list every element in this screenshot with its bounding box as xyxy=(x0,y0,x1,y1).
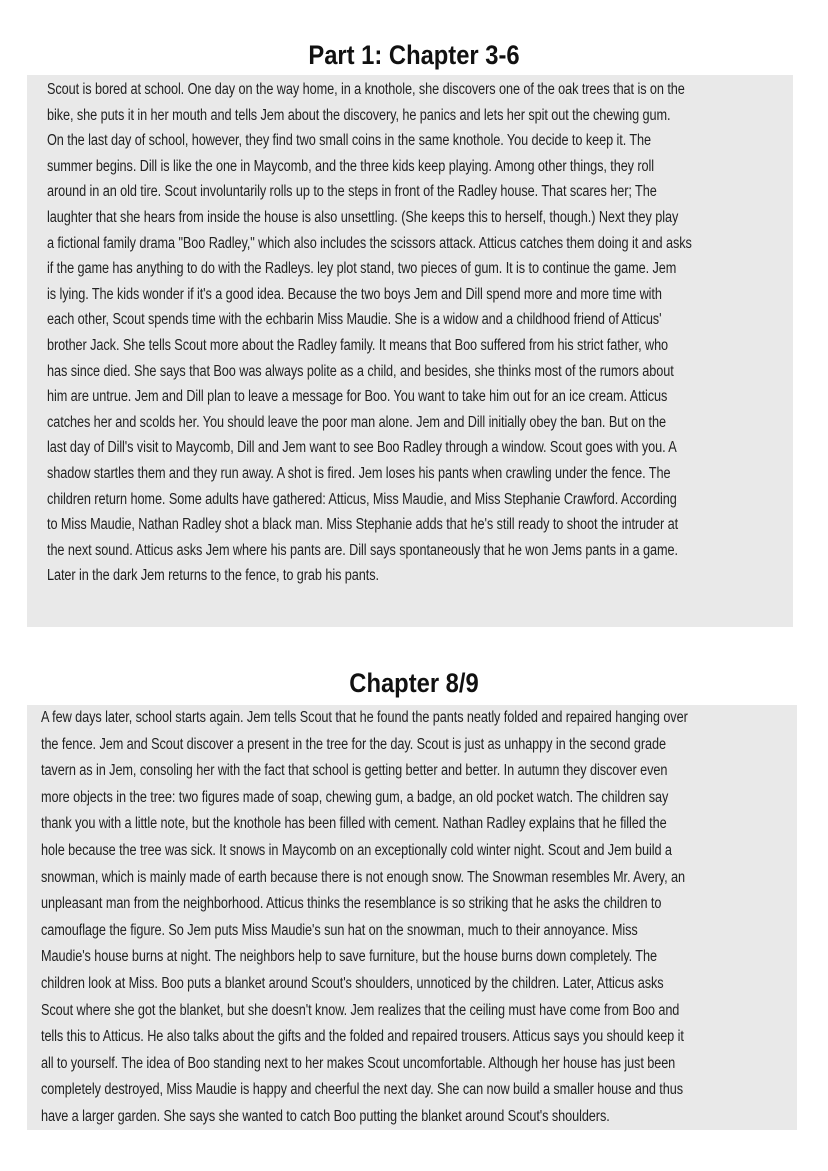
summary-box-part1 xyxy=(27,75,793,627)
paragraph-line: children return home. Some adults have gathered: Atticus, Miss Maudie, and Miss Stephanie Crawford. According xyxy=(47,490,677,508)
paragraph-line: a fictional family drama "Boo Radley," which also includes the scissors attack. Atticus catches them doing it and asks xyxy=(47,234,692,252)
paragraph-line: Scout where she got the blanket, but she doesn't know. Jem realizes that the ceiling must have come from Boo and xyxy=(41,1001,680,1019)
paragraph-line: Maudie's house burns at night. The neighbors help to save furniture, but the house burns down completely. The xyxy=(41,948,657,966)
paragraph-line: him are untrue. Jem and Dill plan to leave a message for Boo. You want to take him out for an ice cream. Atticus xyxy=(47,388,668,406)
paragraph-line: around in an old tire. Scout involuntarily rolls up to the steps in front of the Radley house. That scares her; The xyxy=(47,183,657,201)
section-title-chapter-8-9: Chapter 8/9 xyxy=(349,668,479,698)
paragraph-line: thank you with a little note, but the knothole has been filled with cement. Nathan Radley explains that he filled the xyxy=(41,815,667,833)
paragraph-line: children look at Miss. Boo puts a blanket around Scout's shoulders, unnoticed by the children. Later, Atticus asks xyxy=(41,975,664,992)
paragraph-line: have a larger garden. She says she wanted to catch Boo putting the blanket around Scout's shoulders. xyxy=(41,1108,610,1125)
section-title-part1: Part 1: Chapter 3-6 xyxy=(308,40,520,70)
paragraph-line: to Miss Maudie, Nathan Radley shot a black man. Miss Stephanie adds that he's still ready to shoot the intruder at xyxy=(47,516,679,534)
summary-box-chapter-8-9 xyxy=(27,705,797,1130)
paragraph-line: hole because the tree was sick. It snows in Maycomb on an exceptionally cold winter night. Scout and Jem build a xyxy=(41,842,672,859)
paragraph-line: tells this to Atticus. He also talks about the gifts and the folded and repaired trousers. Atticus says you should keep it xyxy=(41,1028,684,1046)
paragraph-line: Later in the dark Jem returns to the fence, to grab his pants. xyxy=(47,567,379,585)
paragraph-line: laughter that she hears from inside the house is also unsettling. (She keeps this to herself, though.) Next they play xyxy=(47,209,679,226)
paragraph-line: snowman, which is mainly made of earth because there is not enough snow. The Snowman resembles Mr. Avery, an xyxy=(41,868,685,886)
paragraph-line: A few days later, school starts again. Jem tells Scout that he found the pants neatly folded and repaired hanging over xyxy=(41,709,688,726)
paragraph-line: catches her and scolds her. You should leave the poor man alone. Jem and Dill initially obey the ban. But on the xyxy=(47,413,666,431)
paragraph-line: unpleasant man from the neighborhood. Atticus thinks the resemblance is so striking that he asks the children to xyxy=(41,895,662,913)
paragraph-line: has since died. She says that Boo was always polite as a child, and besides, she thinks most of the rumors about xyxy=(47,362,674,380)
paragraph-line: all to yourself. The idea of Boo standing next to her makes Scout uncomfortable. Although her house has just been xyxy=(41,1054,676,1072)
paragraph-line: camouflage the figure. So Jem puts Miss Maudie's sun hat on the snowman, much to their annoyance. Miss xyxy=(41,921,638,939)
paragraph-line: the next sound. Atticus asks Jem where his pants are. Dill says spontaneously that he won Jems pants in a game. xyxy=(47,541,678,559)
paragraph-line: last day of Dill's visit to Maycomb, Dill and Jem want to see Boo Radley through a window. Scout goes with you. A xyxy=(47,439,677,457)
paragraph-line: the fence. Jem and Scout discover a present in the tree for the day. Scout is just as unhappy in the second grade xyxy=(41,735,666,753)
paragraph-line: tavern as in Jem, consoling her with the fact that school is getting better and better. In autumn they discover even xyxy=(41,762,668,780)
paragraph-line: On the last day of school, however, they find two small coins in the same knothole. You decide to keep it. The xyxy=(47,132,652,150)
paragraph-line: if the game has anything to do with the Radleys. ley plot stand, two pieces of gum. It is to continue the game. Jem xyxy=(47,260,677,278)
paragraph-line: Scout is bored at school. One day on the way home, in a knothole, she discovers one of the oak trees that is on the xyxy=(47,81,685,98)
paragraph-line: each other, Scout spends time with the echbarin Miss Maudie. She is a widow and a childhood friend of Atticus' xyxy=(47,311,662,329)
paragraph-line: brother Jack. She tells Scout more about the Radley family. It means that Boo suffered from his strict father, who xyxy=(47,337,669,354)
paragraph-line: shadow startles them and they run away. A shot is fired. Jem loses his pants when crawling under the fence. The xyxy=(47,465,671,482)
paragraph-line: is lying. The kids wonder if it's a good idea. Because the two boys Jem and Dill spend more and more time with xyxy=(47,285,662,303)
paragraph-line: bike, she puts it in her mouth and tells Jem about the discovery, he panics and lets her spit out the chewing gum. xyxy=(47,106,671,124)
paragraph-line: summer begins. Dill is like the one in Maycomb, and the three kids keep playing. Among other things, they roll xyxy=(47,157,655,175)
paragraph-line: completely destroyed, Miss Maudie is happy and cheerful the next day. She can now build a smaller house and thus xyxy=(41,1081,683,1099)
paragraph-line: more objects in the tree: two figures made of soap, chewing gum, a badge, an old pocket watch. The children say xyxy=(41,788,669,806)
